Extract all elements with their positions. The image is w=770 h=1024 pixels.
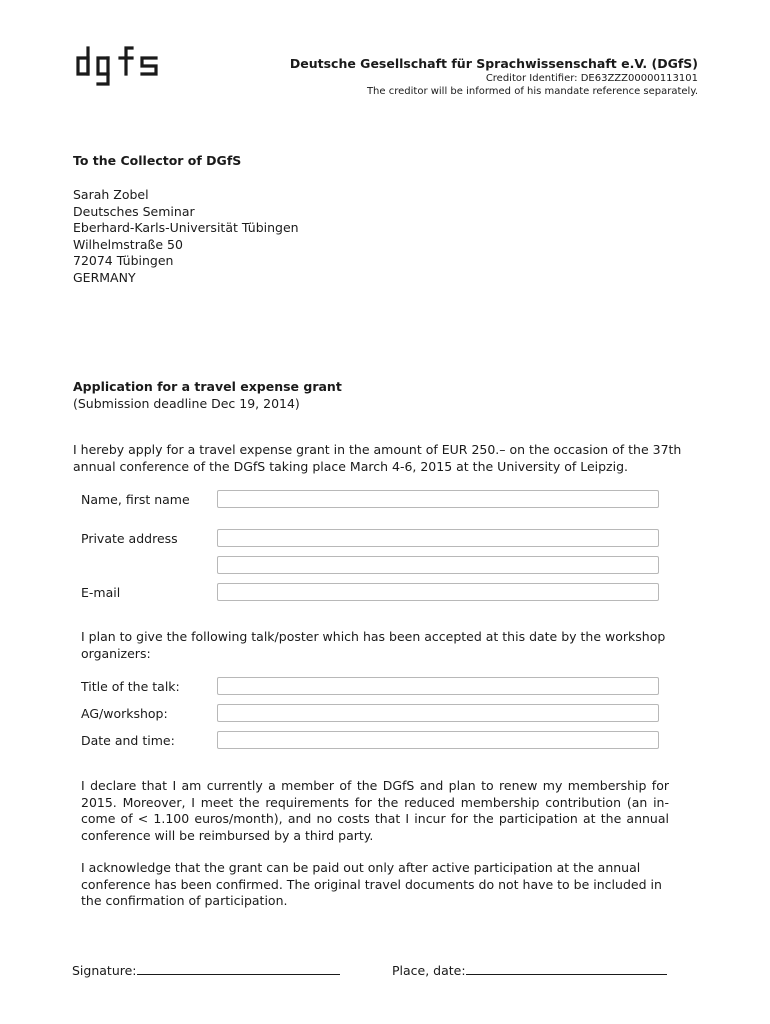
workshop-label: AG/workshop: bbox=[81, 706, 168, 721]
address-line: Wilhelmstraße 50 bbox=[73, 236, 183, 252]
address-line: 72074 Tübingen bbox=[73, 253, 174, 269]
signature-field[interactable] bbox=[72, 962, 340, 979]
organization-block bbox=[178, 56, 698, 98]
datetime-input[interactable] bbox=[217, 731, 659, 749]
place-date-label: Place, date: bbox=[392, 963, 466, 978]
address-line: Sarah Zobel bbox=[73, 187, 149, 202]
signature-label: Signature: bbox=[72, 963, 137, 978]
recipient-heading: To the Collector of DGfS bbox=[73, 153, 242, 168]
signature-line[interactable] bbox=[137, 962, 340, 975]
place-date-field[interactable] bbox=[392, 962, 667, 979]
talk-intro: I plan to give the following talk/poster which has been accepted at this date by the workshop organizers: bbox=[81, 629, 666, 661]
creditor-identifier: Creditor Identifier: DE63ZZZ00000113101 bbox=[485, 73, 698, 84]
submission-deadline: (Submission deadline Dec 19, 2014) bbox=[73, 396, 300, 411]
address-line: GERMANY bbox=[73, 269, 136, 285]
workshop-input[interactable] bbox=[217, 704, 659, 722]
datetime-label: Date and time: bbox=[81, 733, 175, 748]
address-input-line-2[interactable] bbox=[217, 556, 659, 574]
email-input[interactable] bbox=[217, 583, 659, 601]
name-label: Name, first name bbox=[81, 492, 190, 507]
email-label: E-mail bbox=[81, 585, 121, 600]
dgfs-logo bbox=[74, 44, 164, 94]
address-line: Deutsches Seminar bbox=[73, 203, 195, 219]
recipient-address bbox=[73, 187, 299, 287]
membership-declaration: I declare that I am currently a member of the DGfS and plan to renew my membership for 2015. Moreover, I meet the requirements for the reduced membership contribution (an in-come of < 1.100 euros/month), and no costs that I incur for the participation at the annual conference will be reimbursed by a third party. bbox=[81, 778, 669, 843]
place-date-line[interactable] bbox=[466, 962, 667, 975]
name-input[interactable] bbox=[217, 490, 659, 508]
talk-title-label: Title of the talk: bbox=[81, 679, 180, 694]
talk-title-input[interactable] bbox=[217, 677, 659, 695]
mandate-note: The creditor will be informed of his mandate reference separately. bbox=[366, 86, 698, 97]
application-intro: I hereby apply for a travel expense grant in the amount of EUR 250.– on the occasion of the 37th annual conference of the DGfS taking place March 4-6, 2015 at the University of Leipzig. bbox=[73, 442, 682, 474]
application-title: Application for a travel expense grant bbox=[73, 379, 342, 394]
address-label: Private address bbox=[81, 531, 178, 546]
address-line: Eberhard-Karls-Universität Tübingen bbox=[73, 220, 299, 236]
acknowledgement-paragraph: I acknowledge that the grant can be paid out only after active participation at the annual conference has been confirmed. The original travel documents do not have to be included in the confirmation of participation. bbox=[81, 860, 662, 908]
organization-name: Deutsche Gesellschaft für Sprachwissenschaft e.V. (DGfS) bbox=[289, 56, 698, 71]
address-input-line-1[interactable] bbox=[217, 529, 659, 547]
